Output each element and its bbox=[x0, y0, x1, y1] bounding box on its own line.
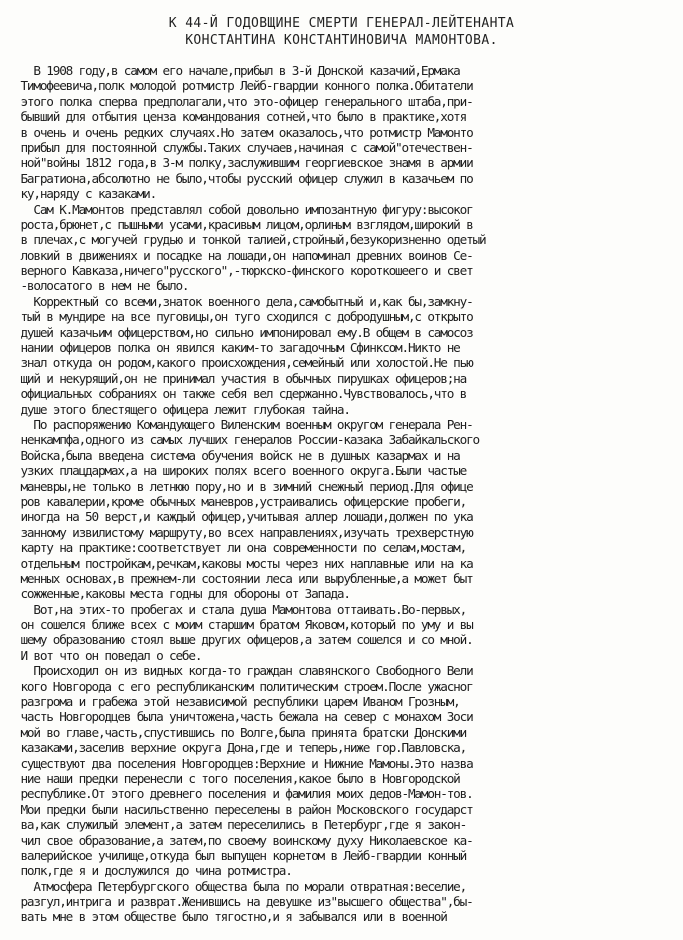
text-line: менных основах,в прежнем-ли состоянии леса или вырубленные,а может быт bbox=[14, 570, 473, 586]
text-line: в плечах,с могучей грудью и тонкой талией,стройный,безукоризненно одетый bbox=[14, 232, 486, 248]
text-line: Сам К.Мамонтов представлял собой довольно импозантную фигуру:высоког bbox=[14, 201, 473, 217]
text-line: тый в мундире на все пуговицы,он туго сходился с добродушным,с открыто bbox=[14, 309, 473, 325]
text-line: ров кавалерии,кроме обычных маневров,устраивались офицерские пробеги, bbox=[14, 493, 467, 509]
text-line: узких плацдармах,а на широких полях всего военного округа.Были частые bbox=[14, 463, 467, 479]
text-line: верного Кавказа,ничего"русского",-тюркско-финского короткошеего и свет bbox=[14, 263, 473, 279]
text-line: официальных собраниях он также себя вел сдержанно.Чувствовалось,что в bbox=[14, 386, 467, 402]
text-line: роста,брюнет,с пышными усами,красивым лицом,орлиным взглядом,широкий в bbox=[14, 216, 473, 232]
text-line: часть Новгородцев была уничтожена,часть бежала на север с монахом Зоси bbox=[14, 709, 473, 725]
text-line: Происходил он из видных когда-то граждан славянского Свободного Вели bbox=[14, 663, 473, 679]
text-line: ва,как служилый элемент,а затем переселились в Петербург,где я закон- bbox=[14, 817, 467, 833]
text-line: сожженные,каковы места годны для обороны от Запада. bbox=[14, 586, 350, 602]
text-line: казаками,заселив верхние округа Дона,где и теперь,ниже гор.Павловска, bbox=[14, 740, 467, 756]
text-line: -волосатого в нем не было. bbox=[14, 278, 189, 294]
text-line: прибыл для постоянной службы.Таких случаев,начиная с самой"отечествен- bbox=[14, 139, 473, 155]
text-line: нании офицеров полка он явился каким-то загадочным Сфинксом.Никто не bbox=[14, 340, 460, 356]
text-line: этого полка сперва предполагали,что это-офицер генерального штаба,при- bbox=[14, 93, 473, 109]
text-line: разгул,интрига и разврат.Женившись на девушке из"высшего общества",бы- bbox=[14, 894, 473, 910]
text-line: В 1908 году,в самом его начале,прибыл в 3-й Донской казачий,Ермака bbox=[14, 63, 460, 78]
text-line: шему образованию стоял выше других офицеров,а затем сошелся и со мной. bbox=[14, 632, 473, 648]
text-line: разгрома и грабежа этой независимой республики царем Иваном Грозным, bbox=[14, 694, 460, 710]
text-line: ние наши предки перенесли с того поселения,какое было в Новгородской bbox=[14, 770, 460, 786]
text-line: По распоряжению Командующего Виленским военным округом генерала Рен- bbox=[14, 416, 473, 432]
text-line: занному извилистому маршруту,во всех направлениях,изучать трехверстную bbox=[14, 524, 473, 540]
text-line: в очень и очень редких случаях.Но затем оказалось,что ротмистр Мамонто bbox=[14, 124, 473, 140]
text-line: кого Новгорода с его республиканским политическим строем.После ужасног bbox=[14, 678, 473, 694]
text-line: знал откуда он родом,какого происхождения,семейный или холостой.Не пью bbox=[14, 355, 473, 371]
document-body bbox=[14, 63, 674, 925]
text-line: республике.От этого древнего поселения и фамилия моих дедов-Мамон-тов. bbox=[14, 786, 473, 802]
text-line: иногда на 50 верст,и каждый офицер,учитывая аллер лошади,должен по ука bbox=[14, 509, 473, 525]
text-line: карту на практике:соответствует ли она современности по селам,мостам, bbox=[14, 540, 467, 556]
text-line: Корректный со всеми,знаток военного дела,самобытный и,как бы,замкну- bbox=[14, 293, 473, 309]
document-title-line-2: КОНСТАНТИНА КОНСТАНТИНОВИЧА МАМОНТОВА. bbox=[185, 33, 498, 48]
document-title-line-1: К 44-Й ГОДОВЩИНЕ СМЕРТИ ГЕНЕРАЛ-ЛЕЙТЕНАНТА bbox=[168, 16, 515, 31]
text-line: существуют два поселения Новгородцев:Верхние и Нижние Мамоны.Это назва bbox=[14, 755, 473, 771]
text-line: вать мне в этом обществе было тягостно,и я забывался или в военной bbox=[14, 909, 447, 925]
text-line: ку,наряду с казаками. bbox=[14, 186, 157, 202]
text-line: ной"войны 1812 года,в 3-м полку,заслужившим георгиевское знамя в армии bbox=[14, 155, 473, 171]
text-line: Войска,была введена система обучения войск не в душных казармах и на bbox=[14, 447, 460, 463]
text-line: полк,где я и дослужился до чина ротмистра. bbox=[14, 863, 292, 879]
text-line: душе этого блестящего офицера лежит глубокая тайна. bbox=[14, 401, 350, 417]
text-line: Багратиона,абсолютно не было,чтобы русский офицер служил в казачьем по bbox=[14, 170, 473, 186]
text-line: щий и некурящий,он не принимал участия в обычных пирушках офицеров;на bbox=[14, 370, 467, 386]
text-line: он сошелся ближе всех с моим старшим братом Яковом,который по уму и вы bbox=[14, 617, 473, 633]
text-line: чил свое образование,а затем,по своему воинскому духу Николаевское ка- bbox=[14, 832, 473, 848]
text-line: маневры,не только в летнюю пору,но и в зимний снежный период.Для офице bbox=[14, 478, 473, 494]
text-line: бывший для отбытия ценза командования сотней,что было в практике,хотя bbox=[14, 109, 467, 125]
text-line: мой во главе,часть,спустившись по Волге,была принята братски Донскими bbox=[14, 724, 467, 740]
text-line: ловкий в движениях и посадке на лошади,он напоминал древних воинов Се- bbox=[14, 247, 473, 263]
text-line: Вот,на этих-то пробегах и стала душа Мамонтова оттаивать.Во-первых, bbox=[14, 601, 467, 617]
text-line: Тимофеевича,полк молодой ротмистр Лейб-гвардии конного полка.Обитатели bbox=[14, 78, 473, 94]
text-line: И вот что он поведал о себе. bbox=[14, 647, 202, 663]
text-line: отдельным постройкам,речкам,каковы мосты через них наплавные или на ка bbox=[14, 555, 473, 571]
text-line: Мои предки были насильственно переселены в район Московского государст bbox=[14, 801, 473, 817]
text-line: ненкампфа,одного из самых лучших генералов России-казака Забайкальского bbox=[14, 432, 480, 448]
text-line: душей казачьим офицерством,но сильно импонировал ему.В общем в самосоз bbox=[14, 324, 473, 340]
text-line: валерийское училище,откуда был выпущен корнетом в Лейб-гвардии конный bbox=[14, 847, 467, 863]
text-line: Атмосфера Петербургского общества была по морали отвратная:веселие, bbox=[14, 878, 467, 894]
